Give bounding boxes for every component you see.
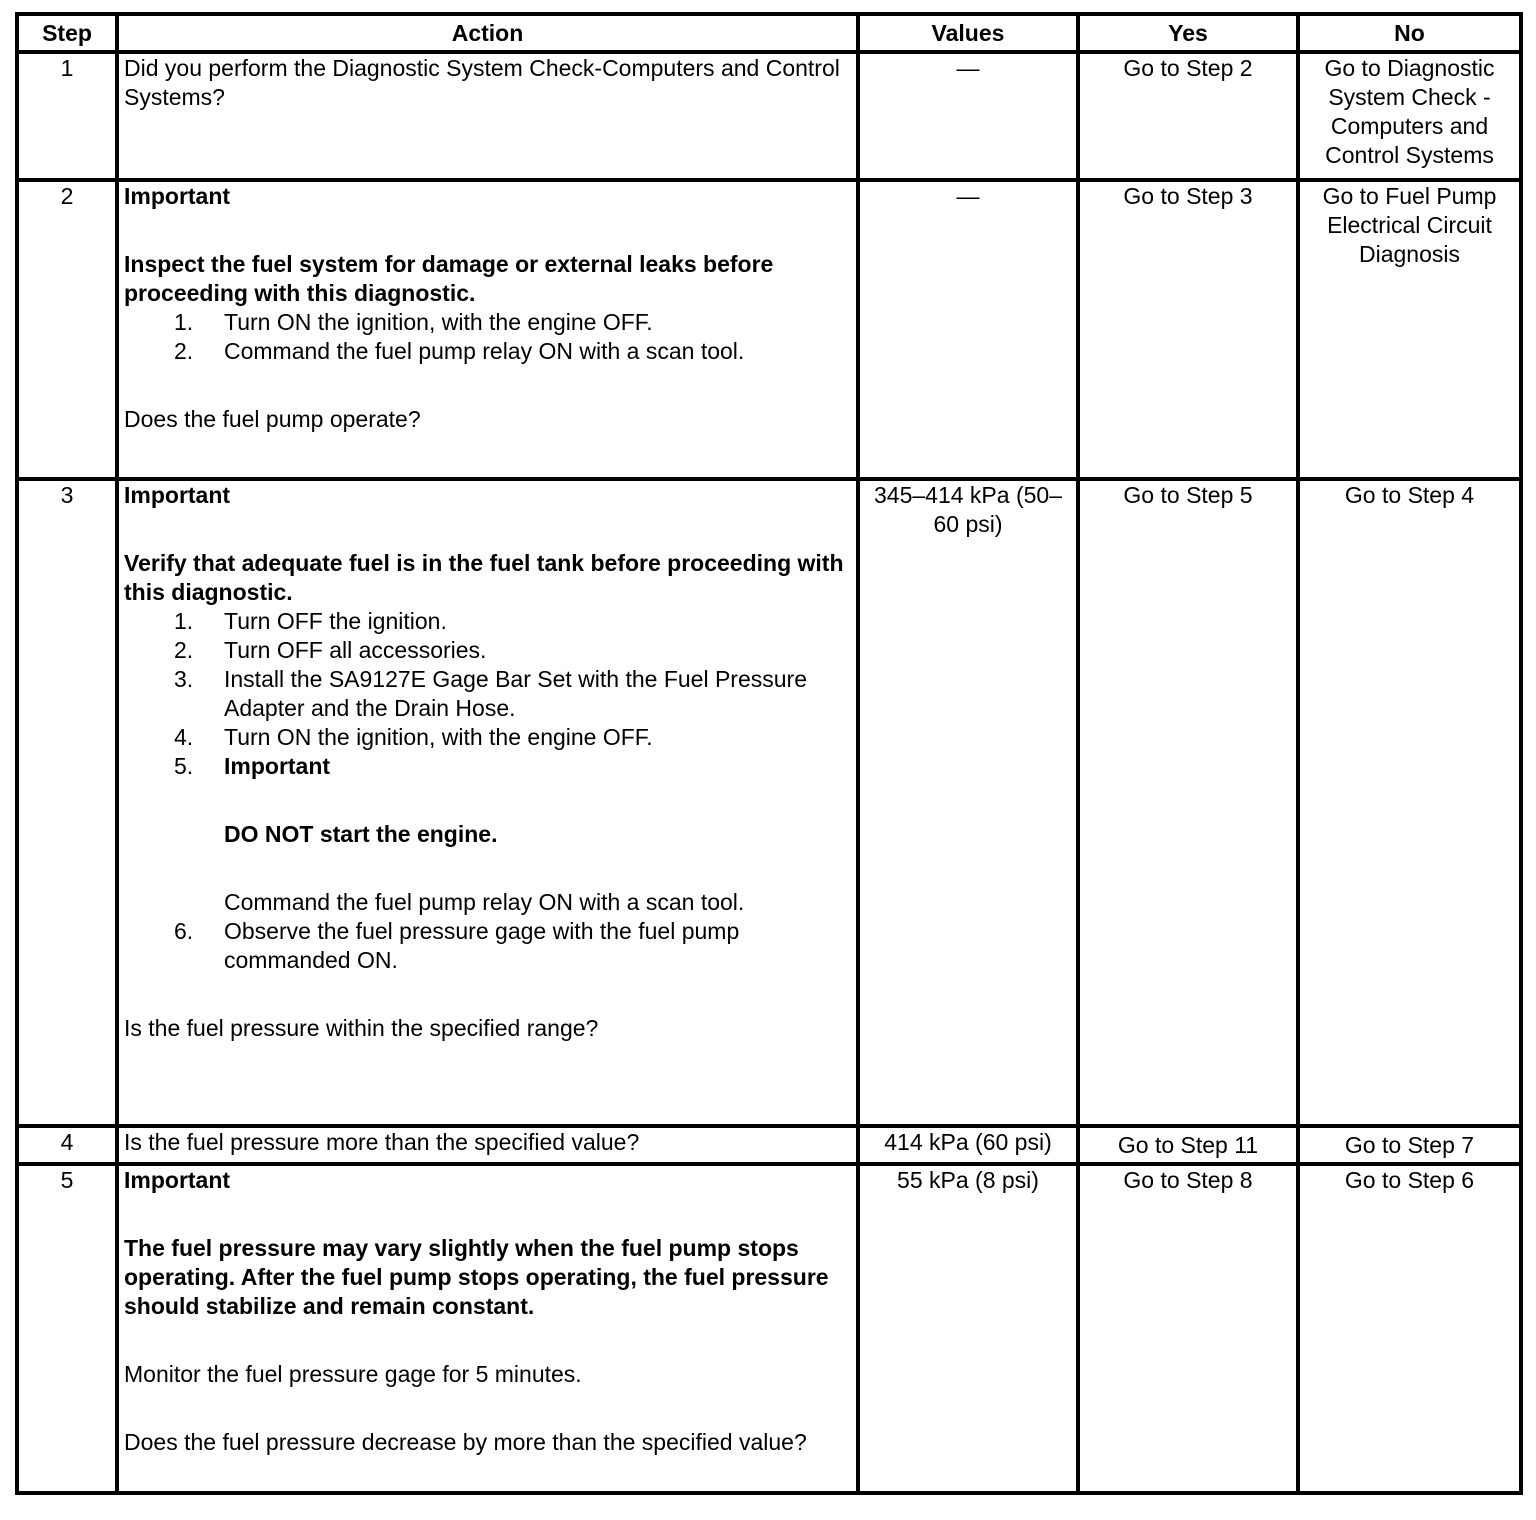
substep-important-label: Important xyxy=(224,753,331,779)
substep-number: 2. xyxy=(174,338,194,364)
table-row xyxy=(17,479,1521,1126)
substep-list xyxy=(124,607,851,975)
no-cell: Go to Step 7 xyxy=(1298,1126,1521,1164)
table-row xyxy=(17,1164,1521,1493)
substep-number: 4. xyxy=(174,724,194,750)
list-item xyxy=(169,665,851,723)
substep-number: 1. xyxy=(174,608,194,634)
substep-number: 5. xyxy=(174,753,194,779)
important-text: Verify that adequate fuel is in the fuel tank before proceeding with this diagnostic. xyxy=(124,550,844,605)
step-number: 3 xyxy=(17,479,117,1126)
list-item xyxy=(169,723,851,752)
table-row xyxy=(17,180,1521,479)
action-cell xyxy=(117,52,858,180)
substep-number: 2. xyxy=(174,637,194,663)
important-text: The fuel pressure may vary slightly when the fuel pump stops operating. After the fuel pump stops operating, the fuel pressure should stabilize and remain constant. xyxy=(124,1235,829,1319)
important-label: Important xyxy=(124,183,231,209)
list-item xyxy=(169,308,851,337)
list-item xyxy=(169,607,851,636)
action-text: Did you perform the Diagnostic System Check-Computers and Control Systems? xyxy=(124,55,840,110)
no-cell: Go to Diagnostic System Check - Computers and Control Systems xyxy=(1298,52,1521,180)
substep-text: Command the fuel pump relay ON with a scan tool. xyxy=(224,889,745,915)
substep-text: Install the SA9127E Gage Bar Set with the Fuel Pressure Adapter and the Drain Hose. xyxy=(224,666,807,721)
no-cell: Go to Step 6 xyxy=(1298,1164,1521,1493)
question-text: Is the fuel pressure within the specified range? xyxy=(124,1015,599,1041)
step-number: 2 xyxy=(17,180,117,479)
substep-number: 1. xyxy=(174,309,194,335)
substep-text: Turn OFF all accessories. xyxy=(224,637,487,663)
action-cell xyxy=(117,180,858,479)
substep-number: 6. xyxy=(174,918,194,944)
yes-cell: Go to Step 5 xyxy=(1078,479,1298,1126)
substep-note: DO NOT start the engine. xyxy=(224,821,498,847)
values-cell: 414 kPa (60 psi) xyxy=(858,1126,1078,1164)
important-label: Important xyxy=(124,1167,231,1193)
yes-cell: Go to Step 2 xyxy=(1078,52,1298,180)
question-text: Does the fuel pump operate? xyxy=(124,406,421,432)
substep-text: Turn ON the ignition, with the engine OFF. xyxy=(224,309,653,335)
table-row xyxy=(17,1126,1521,1164)
header-step: Step xyxy=(17,14,117,52)
action-cell xyxy=(117,1126,858,1164)
header-action: Action xyxy=(117,14,858,52)
list-item xyxy=(169,337,851,366)
substep-number: 3. xyxy=(174,666,194,692)
list-item xyxy=(169,917,851,975)
step-number: 5 xyxy=(17,1164,117,1493)
action-text: Is the fuel pressure more than the specified value? xyxy=(124,1129,640,1155)
action-cell xyxy=(117,479,858,1126)
header-yes: Yes xyxy=(1078,14,1298,52)
important-label: Important xyxy=(124,482,231,508)
important-text: Inspect the fuel system for damage or external leaks before proceeding with this diagnostic. xyxy=(124,251,774,306)
no-cell: Go to Fuel Pump Electrical Circuit Diagnosis xyxy=(1298,180,1521,479)
header-values: Values xyxy=(858,14,1078,52)
substep-text: Turn ON the ignition, with the engine OFF. xyxy=(224,724,653,750)
step-number: 4 xyxy=(17,1126,117,1164)
substep-body xyxy=(224,752,851,917)
instruction-text: Monitor the fuel pressure gage for 5 minutes. xyxy=(124,1361,582,1387)
substep-text: Observe the fuel pressure gage with the fuel pump commanded ON. xyxy=(224,918,740,973)
list-item xyxy=(169,636,851,665)
question-text: Does the fuel pressure decrease by more than the specified value? xyxy=(124,1429,807,1455)
step-number: 1 xyxy=(17,52,117,180)
action-cell xyxy=(117,1164,858,1493)
substep-text: Turn OFF the ignition. xyxy=(224,608,447,634)
header-no: No xyxy=(1298,14,1521,52)
table-row xyxy=(17,52,1521,180)
yes-cell: Go to Step 11 xyxy=(1078,1126,1298,1164)
list-item xyxy=(169,752,851,917)
values-cell: — xyxy=(858,52,1078,180)
values-cell: 345–414 kPa (50–60 psi) xyxy=(858,479,1078,1126)
yes-cell: Go to Step 8 xyxy=(1078,1164,1298,1493)
values-cell: — xyxy=(858,180,1078,479)
header-row xyxy=(17,14,1521,52)
diagnostic-table xyxy=(15,12,1523,1495)
values-cell: 55 kPa (8 psi) xyxy=(858,1164,1078,1493)
substep-text: Command the fuel pump relay ON with a scan tool. xyxy=(224,338,745,364)
substep-list xyxy=(124,308,851,366)
yes-cell: Go to Step 3 xyxy=(1078,180,1298,479)
no-cell: Go to Step 4 xyxy=(1298,479,1521,1126)
